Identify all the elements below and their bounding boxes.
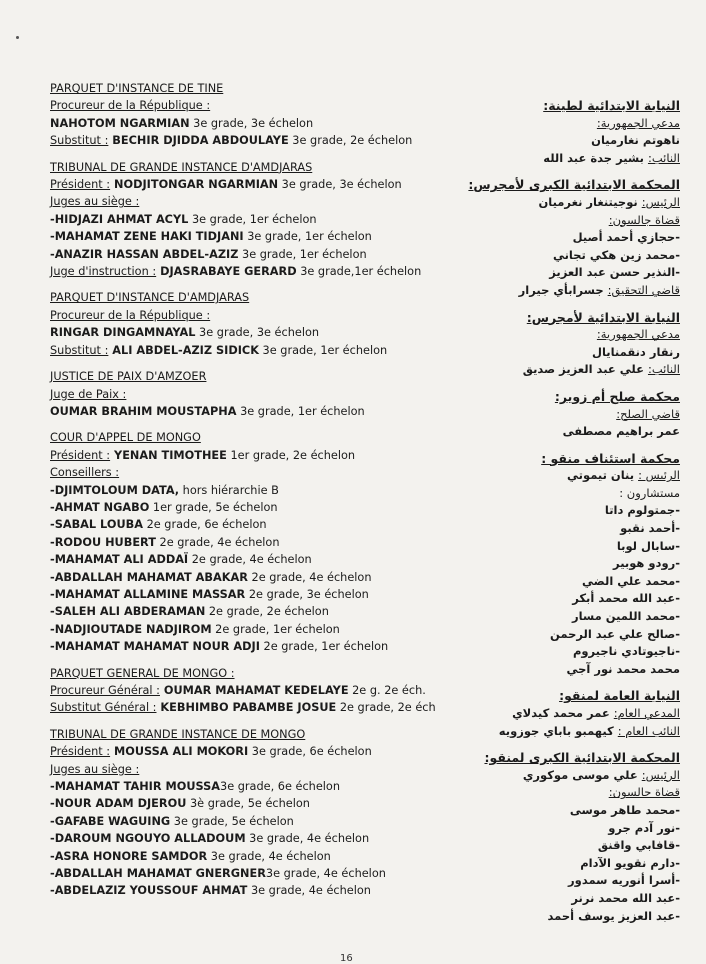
entry-line [50,761,450,778]
ar-section-tgi-amdjaras [468,176,680,299]
person-name: -NADJIOUTADE NADJIROM [50,622,212,636]
entry-line [50,464,450,481]
entry-line [50,699,450,716]
entry-line [480,229,680,247]
grade-text: hors hiérarchie B [179,483,279,497]
grade-text: 2e grade, 6e échelon [142,518,267,532]
entry-line [480,661,680,679]
person-name: -أحمد نقبو [620,521,680,536]
grade-text: 3e grade, 1er échelon [243,230,372,244]
entry-line [480,608,680,626]
entry-line [480,406,680,424]
section-cour-appel-mongo [50,429,450,655]
person-name: -عبد العزيز يوسف أحمد [547,908,680,923]
entry-line [50,882,450,899]
entry-line [50,263,450,280]
grade-text: 2e grade, 1er échelon [259,640,389,654]
entry-line [480,767,680,785]
section-heading: PARQUET D'INSTANCE DE TINE [50,82,224,95]
section-heading: المحكمة الابتدائية الكبرى لأمجرس: [468,177,680,193]
person-name: -MAHAMAT ALI ADDAÏ [50,553,189,567]
entry-line [50,603,450,620]
entry-line [50,778,450,795]
grade-text: 3e grade, 3e échelon [195,326,320,340]
role-label: Président : [50,178,111,192]
entry-line [50,795,450,812]
person-name: -AHMAT NGABO [50,500,150,514]
entry-line [50,307,450,324]
person-name: بشير جدة عبد الله [543,150,648,165]
grade-text: 2e grade, 2e éch [336,701,436,715]
role-label: Procureur Général : [50,684,160,697]
entry-line [480,361,680,379]
role-label: Juge de Paix : [50,387,127,401]
role-label: الرئيس: [641,767,680,782]
grade-text: 1er grade, 5e échelon [149,500,278,514]
grade-text: 3e grade, 2e échelon [288,134,413,148]
person-name: -محمد طاهر موسى [569,802,680,817]
person-name: DJASRABAYE GERARD [156,265,297,279]
person-name: OUMAR BRAHIM MOUSTAPHA [50,404,237,418]
entry-line [480,247,680,265]
entry-line [50,115,450,132]
person-name: علي عبد العزيز صديق [522,362,648,377]
role-label: قاضي الصلح: [616,406,680,421]
role-label: Président : [50,448,111,462]
grade-text: 3e grade, 1er échelon [258,343,388,357]
entry-line [480,423,680,441]
entry-line [480,485,680,503]
entry-line [480,908,680,926]
person-name: ALI ABDEL-AZIZ SIDICK [108,343,259,357]
person-name: -ASRA HONORE SAMDOR [50,849,208,863]
person-name: -محمد علي الضي [582,573,680,588]
section-heading: JUSTICE DE PAIX D'AMZOER [50,370,207,384]
role-label: قضاة جالسون: [608,785,680,800]
grade-text: 3e grade, 4e échelon [265,867,386,881]
grade-text: 3è grade, 5e échelon [186,797,310,811]
role-label: Procureur de la République : [50,308,211,322]
section-heading: النيابة الابتدائية لطينة: [543,98,680,113]
section-parquet-tine [50,80,450,150]
person-name: -SABAL LOUBA [50,518,143,532]
role-label: Substitut Général : [50,701,157,715]
grade-text: 3e grade, 5e échelon [170,814,294,828]
ar-section-tgi-mongo [480,749,680,925]
person-name: -MAHAMAT MAHAMAT NOUR ADJI [50,640,260,654]
grade-text: 2e grade, 4e échelon [247,570,372,584]
person-name: -ABDALLAH MAHAMAT ABAKAR [50,570,248,584]
grade-text: 3e grade, 6e échelon [248,745,372,759]
person-name: -محمد زين هكي تجاني [552,247,680,262]
person-name: -سابال لوبا [616,538,680,553]
entry-line [50,132,450,149]
entry-line [480,723,680,741]
grade-text: 2e grade, 2e échelon [205,605,329,619]
person-name: عمر محمد كيدلاي [512,706,614,720]
role-label: مدعي الجمهورية: [596,115,680,130]
section-tgi-amdjaras [50,159,450,281]
person-name: -DJIMTOLOUM DATA, [50,483,180,497]
section-parquet-general-mongo [50,665,450,717]
grade-text: 2e grade, 1er échelon [211,622,340,636]
person-name: -NOUR ADAM DJEROU [50,797,187,811]
grade-text: 3e grade, 4e échelon [245,832,370,846]
role-label: Substitut : [50,134,109,148]
entry-line [480,282,680,300]
ar-section-parquet-tine [480,97,680,167]
person-name: MOUSSA ALI MOKORI [110,745,249,759]
person-name: NODJITONGAR NGARMIAN [110,178,279,192]
person-name: جسرابأي جيرار [518,282,608,297]
grade-text: 3e grade, 4e échelon [207,849,331,863]
person-name: -عبد الله محمد نرنر [571,890,680,905]
entry-line [480,538,680,556]
role-label: Président : [50,745,111,759]
entry-line [50,865,450,882]
section-heading: PARQUET GENERAL DE MONGO : [50,666,235,680]
person-name: -صالح علي عبد الرحمن [550,626,680,641]
entry-line [50,534,450,551]
entry-line [50,569,450,586]
page-number: 16 [340,953,353,964]
section-heading: COUR D'APPEL DE MONGO [50,431,201,445]
role-label: مدعي الجمهورية: [596,327,680,342]
person-name: -MAHAMAT TAHIR MOUSSA [50,780,221,794]
section-justice-paix-amzoer [50,368,450,420]
section-heading: النيابة الابتدائية لأمجرس: [526,309,680,325]
entry-line [50,682,450,699]
ar-section-cour-appel [480,450,680,679]
entry-line [50,386,450,403]
section-heading: PARQUET D'INSTANCE D'AMDJARAS [50,291,250,305]
section-heading: محكمة صلح أم زوير: [554,388,680,404]
role-label: الرئيس: [641,194,680,209]
role-label: قاضي التحقيق: [607,282,680,297]
person-name: -ABDELAZIZ YOUSSOUF AHMAT [50,884,248,898]
person-name: BECHIR DJIDDA ABDOULAYE [108,134,289,148]
entry-line [50,176,450,193]
grade-text: 3e grade,1er échelon [296,265,422,279]
entry-line [480,555,680,573]
role-label: Juges au siège : [50,195,140,209]
entry-line [480,837,680,855]
entry-line [50,342,450,359]
entry-line [50,638,450,655]
person-name: عمر براهيم مصطفى [562,424,680,439]
person-name: YENAN TIMOTHEE [110,448,227,462]
role-label: Procureur de la République : [50,99,211,113]
entry-line [50,499,450,516]
person-name: كيهمبو باباي جوزويه [498,723,618,738]
person-name: رنقار دنقمنايال [592,344,680,359]
person-name: ناهوتم نغارميان [591,133,680,148]
role-label: النائب: [647,150,680,165]
person-name: RINGAR DINGAMNAYAL [50,326,196,340]
entry-line [50,324,450,341]
section-heading: المحكمة الابتدائية الكبرى لمنقو: [484,750,680,766]
ar-section-parquet-general [480,687,680,740]
person-name: علي موسى موكوري [522,767,642,782]
person-name: -ناجيوتادي ناجيروم [572,644,680,659]
person-name: -النذير حسن عبد العزيز [549,265,680,280]
person-name: محمد محمد نور آجي [566,661,680,676]
entry-line [480,820,680,838]
person-name: NAHOTOM NGARMIAN [50,116,190,130]
section-tgi-mongo [50,726,450,900]
role-label: النائب العام : [617,723,680,738]
scan-mark [16,36,19,39]
entry-line [480,872,680,890]
entry-line [50,447,450,464]
person-name: -DAROUM NGOUYO ALLADOUM [50,832,246,846]
role-label: Juge d'instruction : [50,265,157,279]
entry-line [50,228,450,245]
entry-line [480,590,680,608]
role-label: Conseillers : [50,466,120,480]
person-name: -جمتولوم داتا [604,503,680,518]
person-name: نوجيتنغار نغرميان [538,194,642,209]
person-name: -MAHAMAT ZENE HAKI TIDJANI [50,230,244,244]
person-name: -GAFABE WAGUING [50,814,171,828]
entry-line [480,626,680,644]
person-name: -عبد الله محمد أبكر [572,591,680,606]
person-name: -محمد اللمين مسار [571,609,680,624]
role-label: Juges au siège : [50,762,140,776]
person-name: -قافابي واقنق [597,838,680,853]
entry-line [50,848,450,865]
entry-line [50,193,450,210]
grade-text: 3e grade, 1er échelon [188,212,317,226]
entry-line [480,643,680,661]
entry-line [480,344,680,362]
french-column [50,80,450,900]
entry-line [480,150,680,168]
entry-line [50,621,450,638]
grade-text: 1er grade, 2e échelon [226,448,356,462]
grade-text: 3e grade, 6e échelon [220,780,340,794]
role-label: الرئيس : [638,468,680,483]
person-name: -نور آدم جرو [608,820,680,835]
person-name: -حجازي أحمد أصيل [572,230,680,245]
grade-text: 3e grade, 1er échelon [238,247,367,261]
entry-line [50,516,450,533]
entry-line [50,551,450,568]
person-name: -أسرا أنوريه سمدور [568,873,680,888]
entry-line [50,586,450,603]
entry-line [480,326,680,344]
section-heading: TRIBUNAL DE GRANDE INSTANCE DE MONGO [50,727,306,741]
entry-line [480,802,680,820]
ar-section-parquet-amdjaras [480,309,680,379]
person-name: ينان تيموتي [567,468,639,483]
grade-text: 2e grade, 4e échelon [155,535,280,549]
person-name: -MAHAMAT ALLAMINE MASSAR [50,587,246,601]
arabic-column [468,88,680,925]
entry-line [50,813,450,830]
entry-line [50,743,450,760]
person-name: -SALEH ALI ABDERAMAN [50,605,206,619]
entry-line [480,784,680,802]
person-name: KEBHIMBO PABAMBE JOSUE [156,701,337,715]
grade-text: 2e g. 2e éch. [348,684,426,697]
entry-line [480,890,680,908]
entry-line [480,132,680,150]
role-label: Substitut : [50,343,109,357]
grade-text: 3e grade, 4e échelon [247,884,371,898]
person-name: -RODOU HUBERT [50,535,156,549]
role-label: قضاة جالسون: [608,212,680,227]
entry-line [480,194,680,212]
entry-line [480,502,680,520]
person-name: -ANAZIR HASSAN ABDEL-AZIZ [50,247,239,261]
entry-line [50,403,450,420]
grade-text: 2e grade, 4e échelon [188,553,312,567]
section-heading: النيابة العامة لمنقو: [559,688,680,704]
entry-line [50,211,450,228]
grade-text: 2e grade, 3e échelon [245,587,369,601]
ar-section-justice-paix [480,388,680,441]
entry-line [50,482,450,499]
grade-text: 3e grade, 1er échelon [236,404,365,418]
entry-line [480,520,680,538]
entry-line [50,830,450,847]
role-label: النائب: [647,362,680,377]
person-name: -HIDJAZI AHMAT ACYL [50,212,189,226]
person-name: -رودو هوبير [613,556,680,571]
entry-line [480,467,680,485]
entry-line [480,264,680,282]
section-parquet-amdjaras [50,289,450,359]
entry-line [480,855,680,873]
section-heading: محكمة استئناف منقو : [541,450,680,466]
entry-line [480,705,680,723]
grade-text: 3e grade, 3e échelon [189,116,314,130]
entry-line [480,115,680,133]
role-label: مستشارون : [619,485,680,500]
entry-line [480,212,680,230]
section-heading: TRIBUNAL DE GRANDE INSTANCE D'AMDJARAS [50,160,313,174]
entry-line [50,97,450,114]
person-name: -دارم نقويو الآدام [580,855,680,870]
grade-text: 3e grade, 3e échelon [278,178,402,192]
person-name: OUMAR MAHAMAT KEDELAYE [159,684,349,697]
entry-line [50,246,450,263]
entry-line [480,573,680,591]
role-label: المدعي العام: [613,706,680,720]
person-name: -ABDALLAH MAHAMAT GNERGNER [50,867,266,881]
